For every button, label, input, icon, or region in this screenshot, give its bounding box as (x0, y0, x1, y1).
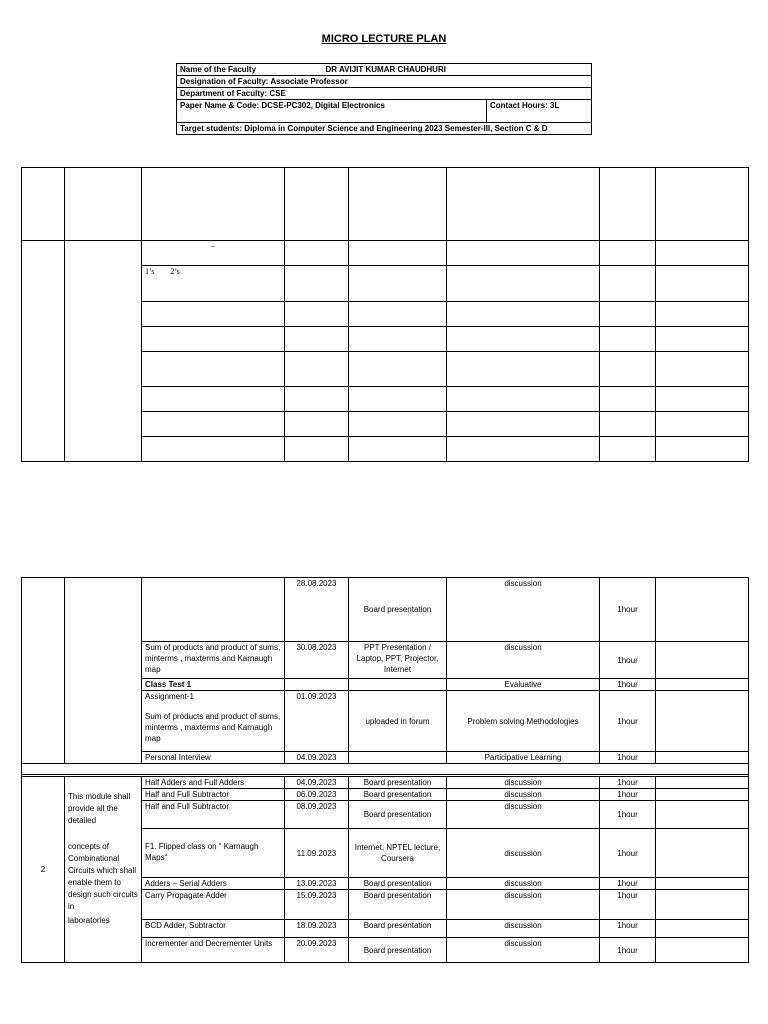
aid-cell: Internet, NPTEL lecture, Coursera (349, 829, 447, 878)
aid-cell: Board presentation (349, 578, 447, 642)
topic-cell: Assignment-1 (145, 692, 194, 701)
date-cell: 20.09.2023 (285, 938, 349, 963)
method-cell: discussion (447, 777, 600, 789)
faculty-info-table (176, 63, 592, 135)
method-cell: discussion (447, 578, 600, 642)
topic-detail: Sum of products and product of sums, minterms , maxterms and Karnaugh map (145, 712, 281, 743)
paper-cell: Paper Name & Code: DCSE-PC302, Digital Electronics (177, 100, 487, 123)
topic-cell: Sum of products and product of sums, minterms , maxterms and Karnaugh map (142, 642, 285, 679)
date-cell: 13.09.2023 (285, 878, 349, 890)
target-students-cell: Target students: Diploma in Computer Science and Engineering 2023 Semester-III, Section C & D (177, 123, 592, 135)
topic-cell: Class Test 1 (142, 679, 285, 691)
faculty-label: Name of the Faculty (180, 65, 257, 74)
hours-cell: 1hour (600, 789, 656, 801)
aid-cell: uploaded in forum (349, 691, 447, 752)
twos-complement-label: 2’s (170, 267, 180, 276)
topic-cell: Personal Interview (142, 752, 285, 764)
date-cell: 08.09.2023 (285, 801, 349, 829)
table-row (22, 578, 749, 642)
hours-cell: 1hour (600, 829, 656, 878)
topic-cell: Adders – Serial Adders (142, 878, 285, 890)
module-objective-part1: This module shall provide all the detailed (68, 792, 131, 825)
spacer-row (22, 764, 749, 775)
header-row (22, 168, 749, 241)
topic-cell: BCD Adder, Subtractor (142, 920, 285, 938)
date-cell (285, 679, 349, 691)
faculty-name-row (177, 64, 592, 76)
topic-cell: Half Adders and Full Adders (142, 777, 285, 789)
aid-cell: PPT Presentation / Laptop, PPT, Projector, Internet (349, 642, 447, 679)
hours-cell: 1hour (600, 777, 656, 789)
method-cell: discussion (447, 890, 600, 920)
method-cell: Problem solving Methodologies (447, 691, 600, 752)
dash-symbol: – (211, 241, 215, 250)
hours-cell: 1hour (600, 578, 656, 642)
module-objective (65, 777, 142, 963)
topic-cell: Half and Full Subtractor (142, 789, 285, 801)
date-cell: 30.08.2023 (285, 642, 349, 679)
hours-cell: 1hour (600, 920, 656, 938)
method-cell: Evaluative (447, 679, 600, 691)
method-cell: discussion (447, 829, 600, 878)
page-title: MICRO LECTURE PLAN (321, 33, 447, 45)
date-cell: 18.09.2023 (285, 920, 349, 938)
topic-cell: F1. Flipped class on “ Karnaugh Maps“ (142, 829, 285, 878)
topic-cell: Carry Propagate Adder (142, 890, 285, 920)
method-cell: discussion (447, 920, 600, 938)
hours-cell: 1hour (600, 801, 656, 829)
lecture-plan-table (21, 577, 749, 963)
table-row (22, 777, 749, 789)
date-cell: 04.09.2023 (285, 777, 349, 789)
blank-plan-table (21, 167, 749, 462)
hours-cell: 1hour (600, 752, 656, 764)
table-row (22, 241, 749, 266)
aid-cell (349, 752, 447, 764)
method-cell: discussion (447, 938, 600, 963)
hours-cell: 1hour (600, 642, 656, 679)
aid-cell: Board presentation (349, 938, 447, 963)
department-cell: Department of Faculty: CSE (177, 88, 592, 100)
date-cell: 15.09.2023 (285, 890, 349, 920)
ones-complement-label: 1’s (145, 267, 155, 276)
hours-cell: 1hour (600, 938, 656, 963)
aid-cell: Board presentation (349, 878, 447, 890)
hours-cell: 1hour (600, 890, 656, 920)
aid-cell: Board presentation (349, 920, 447, 938)
date-cell: 01.09.2023 (285, 691, 349, 752)
method-cell: discussion (447, 878, 600, 890)
date-cell: 04.09.2023 (285, 752, 349, 764)
hours-cell: 1hour (600, 878, 656, 890)
faculty-name: DR AVIJIT KUMAR CHAUDHURI (325, 65, 446, 74)
date-cell: 06.09.2023 (285, 789, 349, 801)
module-objective-part2: concepts of Combinational Circuits which shall enable them to design such circuits in (68, 842, 138, 911)
topic-cell: Incrementer and Decrementer Units (142, 938, 285, 963)
aid-cell: Board presentation (349, 890, 447, 920)
designation-cell: Designation of Faculty: Associate Professor (177, 76, 592, 88)
module-objective-part3: laboratories (68, 916, 110, 925)
topic-cell: Half and Full Subtractor (142, 801, 285, 829)
hours-cell: 1hour (600, 679, 656, 691)
topic-cell (142, 578, 285, 642)
aid-cell: Board presentation (349, 777, 447, 789)
method-cell: Participative Learning (447, 752, 600, 764)
aid-cell: Board presentation (349, 801, 447, 829)
aid-cell (349, 679, 447, 691)
method-cell: discussion (447, 789, 600, 801)
contact-hours-cell: Contact Hours: 3L (487, 100, 592, 123)
module-number: 2 (22, 777, 65, 963)
aid-cell: Board presentation (349, 789, 447, 801)
method-cell: discussion (447, 642, 600, 679)
method-cell: discussion (447, 801, 600, 829)
date-cell: 28.08.2023 (285, 578, 349, 642)
date-cell: 11.09.2023 (285, 829, 349, 878)
hours-cell: 1hour (600, 691, 656, 752)
